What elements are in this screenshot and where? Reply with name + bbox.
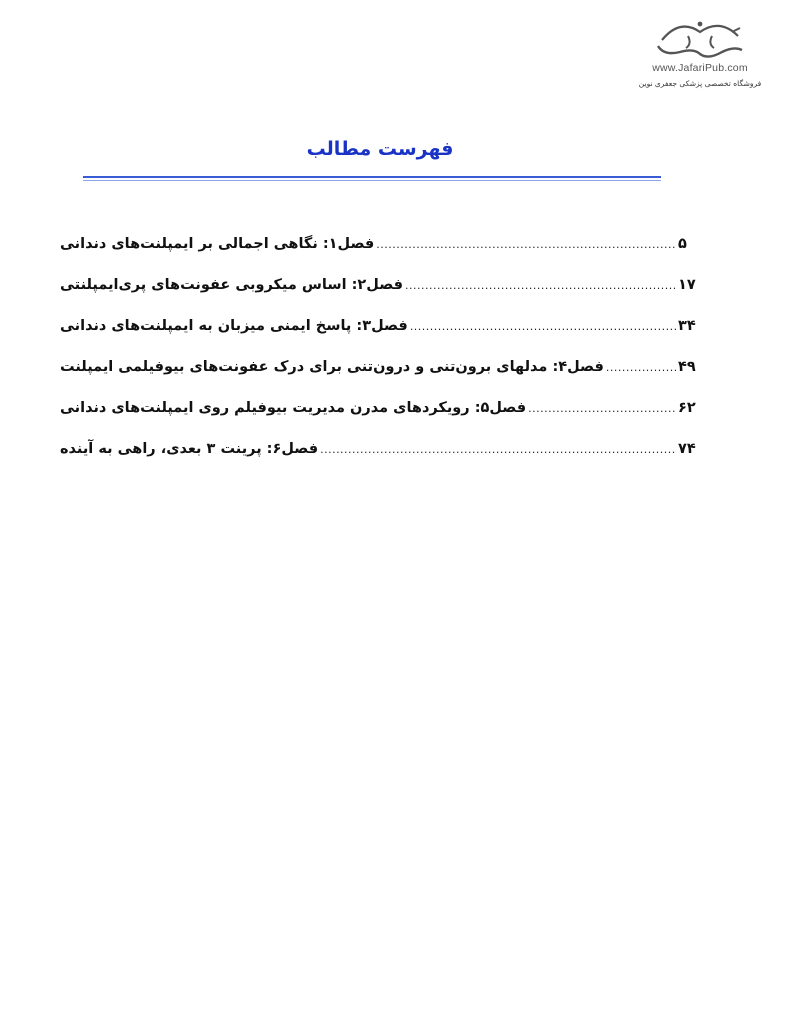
toc-entry-page: ۱۷ [678,277,696,293]
toc-entry-page: ۴۹ [678,359,696,375]
toc-entry[interactable] [60,318,700,359]
toc-list [60,236,700,482]
logo-icon [650,14,750,62]
title-divider-thin [83,180,661,181]
toc-entry-title: فصل۱: نگاهی اجمالی بر ایمپلنت‌های دندانی [60,236,375,252]
toc-entry[interactable] [60,236,700,277]
toc-entry-page: ۷۴ [678,441,696,457]
toc-entry-title: فصل۴: مدلهای برون‌تنی و درون‌تنی برای درک عفونت‌های بیوفیلمی ایمپلنت [60,359,604,375]
toc-leader-dots [528,402,676,415]
toc-entry[interactable] [60,277,700,318]
toc-entry-page: ۵ [678,236,687,252]
toc-entry-title: فصل۶: پرینت ۳ بعدی، راهی به آینده [60,441,319,457]
toc-leader-dots [320,443,676,456]
toc-entry[interactable] [60,359,700,400]
toc-leader-dots [376,238,676,251]
toc-leader-dots [405,279,676,292]
toc-entry-page: ۶۲ [678,400,696,416]
toc-leader-dots [606,361,676,374]
logo-url: www.JafariPub.com [652,62,748,74]
toc-entry[interactable] [60,441,700,482]
toc-entry-title: فصل۲: اساس میکروبی عفونت‌های پری‌ایمپلنتی [60,277,403,293]
toc-entry[interactable] [60,400,700,441]
toc-entry-title: فصل۵: رویکردهای مدرن مدیریت بیوفیلم روی ایمپلنت‌های دندانی [60,400,527,416]
toc-leader-dots [410,320,676,333]
toc-title: فهرست مطالب [306,138,454,160]
logo-tagline: فروشگاه تخصصی پزشکی جعفری نوین [638,79,762,88]
toc-entry-title: فصل۳: پاسخ ایمنی میزبان به ایمپلنت‌های دندانی [60,318,408,334]
title-divider [83,176,661,178]
publisher-logo [630,14,770,88]
toc-entry-page: ۳۴ [678,318,696,334]
